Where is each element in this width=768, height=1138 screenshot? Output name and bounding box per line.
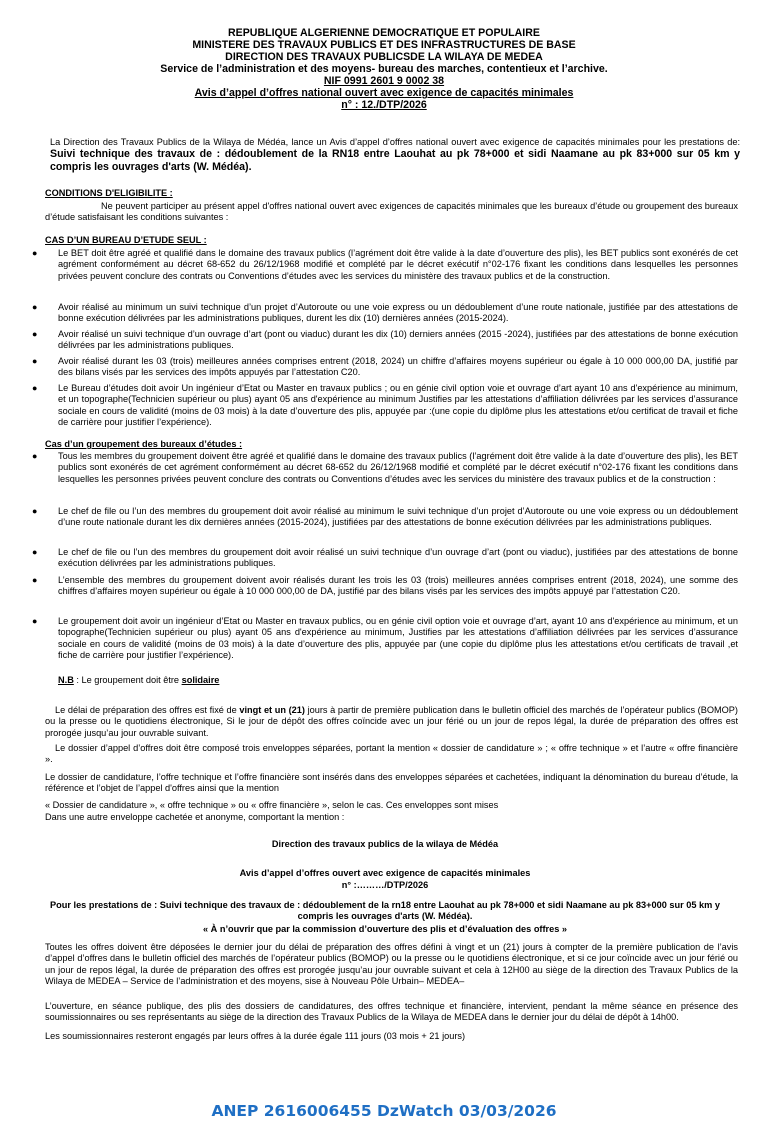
anonymous-envelope-paragraph: Dans une autre enveloppe cachetée et anonyme, comportant la mention : — [45, 812, 345, 822]
nb-note — [58, 675, 658, 686]
validity-paragraph: Les soumissionnaires resteront engagés par leurs offres à la durée égale 111 jours (03 mois + 21 jours) — [45, 1031, 466, 1041]
bureau-item: ● Le Bureau d’études doit avoir Un ingénieur d’Etat ou Master en travaux publics ; ou en génie civil option voie et ouvrage d’art ayant 10 ans d'expérience au minimum, et un topographe(Technicien supérieur ou plus) ayant 05 ans d'expérience au minimum Justifies par les attestations d’affiliation délivrées par les services d’assurance sociale en cours de validité (moins de 03 mois) à la date d’ouverture des plis, appuyée par :(une copie du diplôme plus les attestations et/ou certificat de travail et fiche de carrière pour justifier l’expérience). — [32, 383, 738, 428]
header-republic: REPUBLIQUE ALGERIENNE DEMOCRATIQUE ET POPULAIRE — [228, 27, 540, 39]
bureau-item: ● Avoir réalisé un suivi technique d’un ouvrage d’art (pont ou viaduc) durant les dix (10) derniers années (2015 -2024), justifiées par des attestations de bonne exécution délivrées par les administrations publiques. — [32, 329, 738, 351]
envelope-do-not-open: « À n’ouvrir que par la commission d’ouverture des plis et d’évaluation des offres » — [202, 924, 568, 934]
groupement-item: ● Tous les membres du groupement doivent être agréé et qualifié dans le domaine des travaux publics (l’agrément doit être valide à la date d’ouverture des plis), les BET publics sont exonérés de cet agrément conformément au décret 68-652 du 26/12/1968 modifié et complété par le décret exécutif n°02-176 fixant les conditions dans lesquelles les personnes privées peuvent conclure des contrats ou Conventions d’études avec les services du ministère des travaux publics et de la construction : — [32, 451, 738, 484]
envelope-notice-title: Avis d’appel d’offres ouvert avec exigence de capacités minimales — [239, 868, 531, 878]
publication-footer: ANEP 2616006455 DzWatch 03/03/2026 — [211, 1102, 557, 1120]
document-header — [0, 27, 768, 111]
bureau-item: ● Avoir réalisé au minimum un suivi technique d’un projet d’Autoroute ou une voie express ou un dédoublement d’une route nationale, justifiée par des attestations de bonne exécution délivrées par les administrations publiques, durent les dix (10) dernières années (2015-2024). — [32, 302, 738, 324]
intro-text: La Direction des Travaux Publics de la Wilaya de Médéa, lance un Avis d’appel d’offres national ouvert avec exigence de capacités minimales pour les prestations de: — [50, 137, 740, 147]
envelope-notice-number: n° :………/DTP/2026 — [341, 880, 429, 890]
groupement-item: ● Le chef de file ou l’un des membres du groupement doit avoir réalisé au minimum le suivi technique d’un projet d’Autoroute ou une voie express ou un dédoublement d’une route nationale durant les dix dernières années (2015-2024), justifiées par des attestations de bonne exécution délivrées par les administrations publiques. — [32, 506, 738, 528]
intro-object: Suivi technique des travaux de : dédoublement de la RN18 entre Laouhat au pk 78+000 et sidi Naamane au pk 83+000 sur 05 km y compris les ouvrages d'arts (W. Médéa). — [50, 148, 740, 174]
header-nif: NIF 0991 2601 9 0002 38 — [323, 75, 445, 87]
bureau-title: CAS D’UN BUREAU D’ETUDE SEUL : — [45, 235, 207, 245]
eligibility-title: CONDITIONS D'ELIGIBILITE : — [45, 188, 173, 198]
nb-text: : Le groupement doit être — [73, 675, 182, 685]
envelope-direction: Direction des travaux publics de la wilaya de Médéa — [271, 839, 499, 849]
groupement-item: ● L’ensemble des membres du groupement doivent avoir réalisés durant les trois les 03 (trois) meilleures années comprises entrent (2018, 2024), une somme des chiffres d’affaires moyen supérieur ou égale à 10 000 000,00 de DA, justifié par des bilans visés par les services des impôts appuyé par l’attestation C20. — [32, 575, 738, 597]
eligibility-text: Ne peuvent participer au présent appel d'offres national ouvert avec exigences de capacités minimales que les bureaux d’étude ou groupement des bureaux d’étude satisfaisant les conditions suivantes : — [45, 201, 738, 223]
header-service: Service de l’administration et des moyens- bureau des marches, contentieux et l’archive. — [160, 63, 608, 75]
bureau-item: ● Le BET doit être agréé et qualifié dans le domaine des travaux publics (l’agrément doit être valide à la date d’ouverture des plis), les BET publics sont exonérés de cet agrément conformément au décret 68-652 du 26/12/1968 modifié et complété par le décret exécutif n°02-176 fixant les conditions dans lesquelles les personnes privées peuvent conclure des contrats ou Conventions d’études avec les services du ministère des travaux publics et de la construction. — [32, 248, 738, 281]
intro-paragraph — [50, 137, 740, 174]
groupement-title: Cas d’un groupement des bureaux d’études : — [45, 439, 243, 449]
enveloppes-paragraph: Le dossier de candidature, l’offre technique et l’offre financière sont insérés dans des enveloppes séparées et cachetées, indiquant la dénomination du bureau d’étude, la référence et l’objet de l’appel d'offres ainsi que la mention — [45, 772, 738, 794]
dossier-paragraph: Le dossier d’appel d’offres doit être composé trois enveloppes séparées, portant la mention « dossier de candidature » ; « offre technique » et l’autre « offre financière ». — [45, 743, 738, 765]
opening-paragraph: L’ouverture, en séance publique, des plis des dossiers de candidatures, des offres technique et financière, intervient, pendant la même séance en présence des soumissionnaires ou ses représentants au siège de la direction des Travaux Publics de la Wilaya de MEDEA dans le dernier jour du délai de dépôt à 14h00. — [45, 1001, 738, 1023]
nb-label: N.B — [58, 675, 74, 685]
mention-paragraph: « Dossier de candidature », « offre technique » ou « offre financière », selon le cas. Ces enveloppes sont mises — [45, 800, 499, 810]
nb-solidaire: solidaire — [181, 675, 220, 685]
header-notice-title: Avis d’appel d’offres national ouvert avec exigence de capacités minimales — [194, 87, 574, 99]
deposit-paragraph: Toutes les offres doivent être déposées le dernier jour du délai de préparation des offres défini à vingt et un (21) jours à compter de la première publication de l’avis d’appel d’offres dans le bulletin officiel des marchés de l’opérateur publics (BOMOP) ou la presse ou le quotidiens électronique, et si ce jour coïncide avec un jour férié ou un jour de repos légal, la durée de préparation des offres est prorogée jusqu’au jour ouvrable suivant et cela à 12H00 au siège de la direction des Travaux Publics de la Wilaya de MEDEA – Service de l’administration et des moyens, sise à Nouveau Pôle Urbain– MEDEA– — [45, 942, 738, 987]
bureau-item: ● Avoir réalisé durant les 03 (trois) meilleures années comprises entrent (2018, 2024) un chiffre d’affaires moyens supérieur ou égale à 10 000 000,00 DA, justifié par des bilans visés par les services des impôts appuyés par l’attestation C20. — [32, 356, 738, 378]
envelope-object: Pour les prestations de : Suivi technique des travaux de : dédoublement de la rn18 entre Laouhat au pk 78+000 et sidi Naamane au pk 83+000 sur 05 km y compris les ouvrages d'arts (W. Médéa). — [50, 900, 720, 922]
header-ministry: MINISTERE DES TRAVAUX PUBLICS ET DES INFRASTRUCTURES DE BASE — [192, 39, 576, 51]
header-notice-number: n° : 12./DTP/2026 — [341, 99, 427, 111]
delay-paragraph: Le délai de préparation des offres est fixé de vingt et un (21) jours à partir de première publication dans le bulletin officiel des marchés de l’opérateur publics (BOMOP) ou la presse ou le quotidiens électronique, Si le jour de dépôt des offres coïncide avec un jour férié ou un jour de repos légal, la durée de préparation des offres est prorogée jusqu’au jour ouvrable suivant. — [45, 705, 738, 738]
groupement-item: ● Le groupement doit avoir un ingénieur d’Etat ou Master en travaux publics, ou en génie civil option voie et ouvrage d’art, ayant 10 ans d'expérience au minimum, et un topographe(Technicien supérieur ou plus) ayant 05 ans d'expérience au minimum, Justifies par les attestations d’affiliation délivrées par les services d’assurance sociale en cours de validité (moins de 03 mois) à la date d’ouverture des plis, appuyée par (une copie du diplôme plus les attestations et/ou certificats de travail ,et fiche de carrière pour justifier l’expérience). — [32, 616, 738, 661]
groupement-item: ● Le chef de file ou l’un des membres du groupement doit avoir réalisé un suivi technique d’un ouvrage d’art (pont ou viaduc), justifiées par des attestations de bonne exécution délivrées par les administrations publiques. — [32, 547, 738, 569]
header-direction: DIRECTION DES TRAVAUX PUBLICSDE LA WILAYA DE MEDEA — [225, 51, 543, 63]
